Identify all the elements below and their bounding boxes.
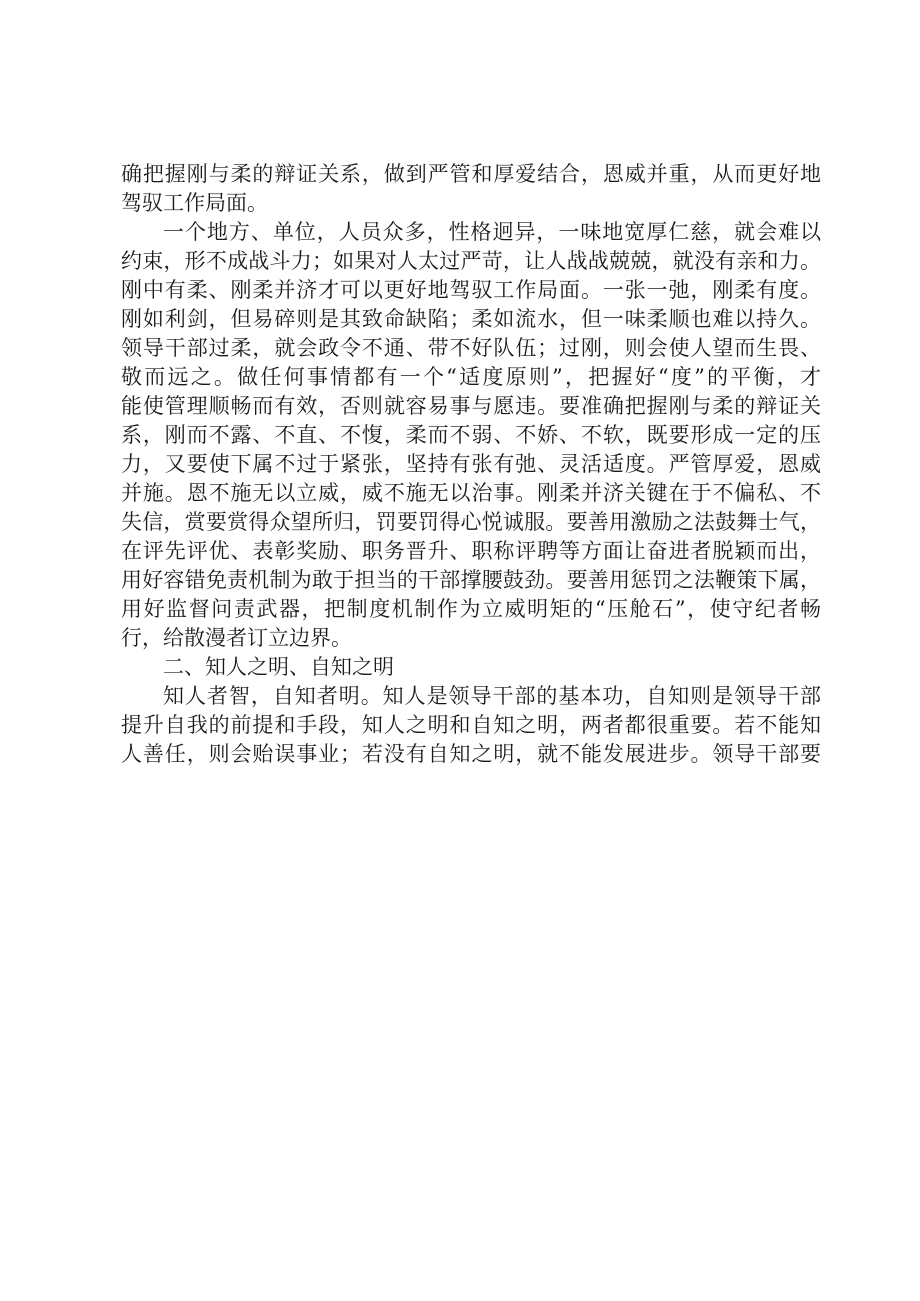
text-line: 用好监督问责武器，把制度机制作为立威明矩的“压舱石”，使守纪者畅 <box>121 597 821 621</box>
text-line: 用好容错免责机制为敢于担当的干部撑腰鼓劲。要善用惩罚之法鞭策下属， <box>121 568 821 592</box>
text-line: 系，刚而不露、不直、不愎，柔而不弱、不娇、不软，既要形成一定的压 <box>121 423 821 447</box>
text-line: 敬而远之。做任何事情都有一个“适度原则”，把握好“度”的平衡，才 <box>121 365 821 389</box>
text-line: 约束，形不成战斗力；如果对人太过严苛，让人战战兢兢，就没有亲和力。 <box>121 249 821 273</box>
paragraph-continuation <box>121 160 821 218</box>
text-line: 在评先评优、表彰奖励、职务晋升、职称评聘等方面让奋进者脱颖而出， <box>121 539 821 563</box>
paragraph-body <box>121 218 821 653</box>
text-line: 行，给散漫者订立边界。 <box>121 626 352 650</box>
paragraph-body <box>121 682 821 769</box>
text-line: 失信，赏要赏得众望所归，罚要罚得心悦诚服。要善用激励之法鼓舞士气， <box>121 510 821 534</box>
heading-text: 二、知人之明、自知之明 <box>163 655 394 679</box>
text-line: 并施。恩不施无以立威，威不施无以治事。刚柔并济关键在于不偏私、不 <box>121 481 821 505</box>
text-line: 能使管理顺畅而有效，否则就容易事与愿违。要准确把握刚与柔的辩证关 <box>121 394 821 418</box>
text-line: 驾驭工作局面。 <box>121 191 268 215</box>
section-heading <box>121 653 821 682</box>
text-line: 力，又要使下属不过于紧张，坚持有张有弛、灵活适度。严管厚爱，恩威 <box>121 452 821 476</box>
text-line: 确把握刚与柔的辩证关系，做到严管和厚爱结合，恩威并重，从而更好地 <box>121 162 821 186</box>
text-line: 知人者智，自知者明。知人是领导干部的基本功，自知则是领导干部 <box>163 684 821 708</box>
text-line: 刚如利剑，但易碎则是其致命缺陷；柔如流水，但一味柔顺也难以持久。 <box>121 307 821 331</box>
text-line: 人善任，则会贻误事业；若没有自知之明，就不能发展进步。领导干部要 <box>121 742 821 766</box>
document-body <box>121 160 821 769</box>
text-line: 领导干部过柔，就会政令不通、带不好队伍；过刚，则会使人望而生畏、 <box>121 336 821 360</box>
text-line: 一个地方、单位，人员众多，性格迥异，一味地宽厚仁慈，就会难以 <box>163 220 821 244</box>
text-line: 提升自我的前提和手段，知人之明和自知之明，两者都很重要。若不能知 <box>121 713 821 737</box>
text-line: 刚中有柔、刚柔并济才可以更好地驾驭工作局面。一张一弛，刚柔有度。 <box>121 278 821 302</box>
